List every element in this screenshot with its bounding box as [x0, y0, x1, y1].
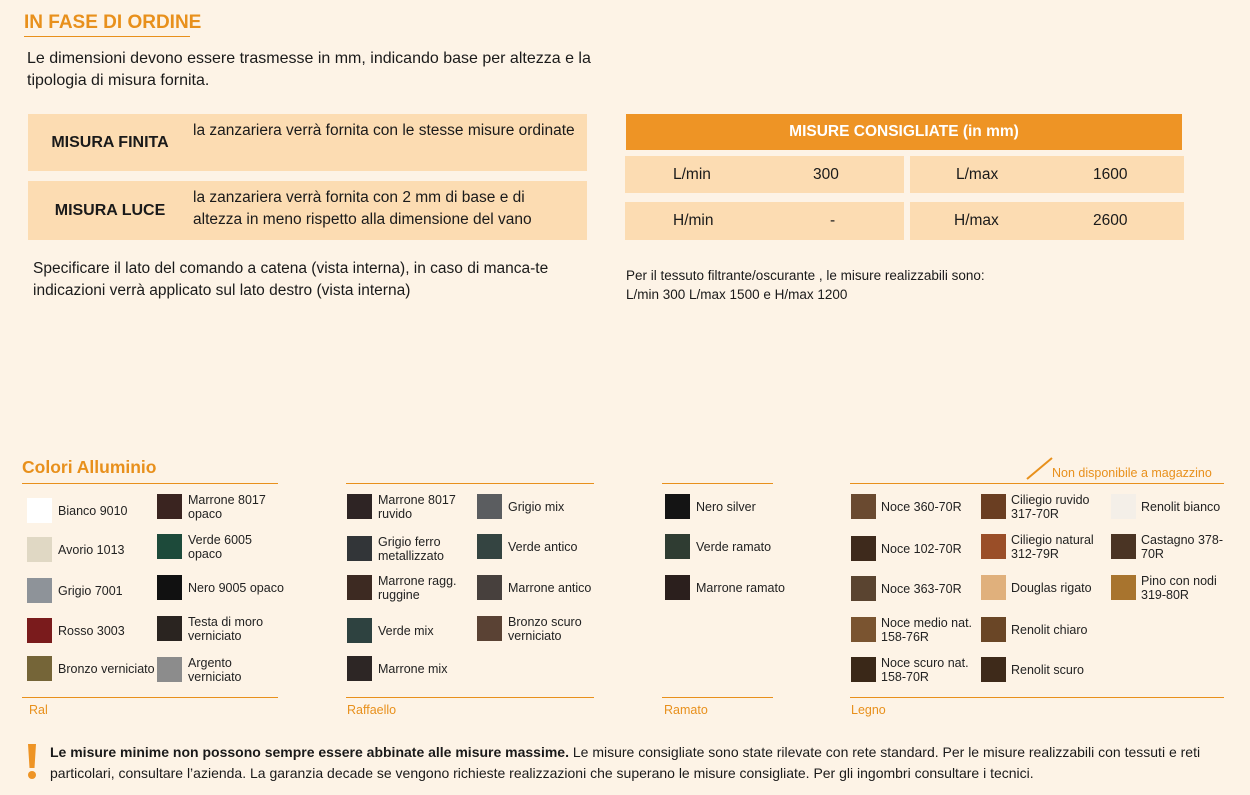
cell-value: 300	[813, 165, 839, 183]
cell-value: -	[830, 212, 836, 229]
swatch-renolit-bianco	[1111, 494, 1136, 519]
swatch-verde-mix	[347, 618, 372, 643]
swatch-verde-6005-opaco	[157, 534, 182, 559]
swatch-label: Bronzo scuro verniciato	[508, 614, 582, 643]
misura-finita-row	[28, 114, 587, 171]
tessuto-note-line1: Per il tessuto filtrante/oscurante , le misure realizzabili sono:	[626, 268, 985, 283]
chain-side-note: Specificare il lato del comando a catena (vista interna), in caso di manca-te indicazioni verrà applicato sul lato destro (vista interna)	[33, 260, 549, 299]
swatch-noce-363-70r	[851, 576, 876, 601]
swatch-renolit-scuro	[981, 657, 1006, 682]
swatch-castagno-378-70r	[1111, 534, 1136, 559]
swatch-label: Ciliegio ruvido 317-70R	[1011, 492, 1090, 521]
divider-ramato-bottom	[662, 697, 773, 698]
swatch-label: Bronzo verniciato	[58, 661, 155, 676]
misura-luce-row	[28, 181, 587, 240]
cell-lmin	[625, 156, 904, 193]
not-available-legend: Non disponibile a magazzino	[1052, 466, 1212, 480]
swatch-testa-di-moro-verniciato	[157, 616, 182, 641]
swatch-grigio-mix	[477, 494, 502, 519]
swatch-label: Ciliegio natural 312-79R	[1011, 532, 1094, 561]
swatch-label: Grigio 7001	[58, 583, 123, 598]
divider-raffaello-bottom	[346, 697, 594, 698]
swatch-label: Verde mix	[378, 623, 434, 638]
swatch-bronzo-scuro-verniciato	[477, 616, 502, 641]
tessuto-note	[626, 266, 1186, 304]
swatch-rosso-3003	[27, 618, 52, 643]
swatch-label: Noce 363-70R	[881, 581, 962, 596]
misure-consigliate-header: MISURE CONSIGLIATE (in mm)	[626, 114, 1182, 150]
exclamation-icon	[26, 742, 38, 780]
intro-text: Le dimensioni devono essere trasmesse in mm, indicando base per altezza e la tipologia di misura fornita.	[27, 50, 591, 89]
swatch-avorio-1013	[27, 537, 52, 562]
swatch-douglas-rigato	[981, 575, 1006, 600]
swatch-grigio-7001	[27, 578, 52, 603]
swatch-marrone-mix	[347, 656, 372, 681]
swatch-label: Testa di moro verniciato	[188, 614, 264, 643]
swatch-label: Marrone 8017 opaco	[188, 492, 266, 521]
swatch-grigio-ferro-metallizzato	[347, 536, 372, 561]
swatch-label: Noce medio nat. 158-76R	[881, 615, 973, 644]
warning-bold: Le misure minime non possono sempre essere abbinate alle misure massime.	[50, 744, 569, 760]
swatch-label: Verde 6005 opaco	[188, 532, 252, 561]
swatch-label: Renolit scuro	[1011, 662, 1084, 677]
swatch-marrone-8017-opaco	[157, 494, 182, 519]
divider-raffaello-top	[346, 483, 594, 484]
misura-luce-label: MISURA LUCE	[54, 201, 166, 219]
swatch-ciliegio-ruvido-317-70r	[981, 494, 1006, 519]
swatch-verde-ramato	[665, 534, 690, 559]
swatch-label: Nero 9005 opaco	[188, 580, 284, 595]
misura-finita-desc: la zanzariera verrà fornita con le stesse misure ordinate	[193, 122, 575, 139]
swatch-marrone-antico	[477, 575, 502, 600]
warning-body: Le misure consigliate sono state rilevate con rete standard. Per le misure realizzabili con tessuti e reti particolari, consultare l’azienda. La garanzia decade se vengono richieste realizzazioni che superano le misure consigliate. Per gli ingombri consultare i tecnici.	[50, 744, 1201, 781]
swatch-noce-102-70r	[851, 536, 876, 561]
swatch-label: Marrone 8017 ruvido	[378, 492, 456, 521]
title-underline	[24, 36, 190, 37]
cell-key: H/min	[673, 212, 714, 229]
swatch-marrone-ramato	[665, 575, 690, 600]
misura-luce-desc: la zanzariera verrà fornita con 2 mm di base e di altezza in meno rispetto alla dimensione del vano	[193, 189, 532, 228]
swatch-label: Renolit chiaro	[1011, 622, 1088, 637]
swatch-label: Grigio mix	[508, 499, 565, 514]
swatch-label: Rosso 3003	[58, 623, 125, 638]
divider-legno-top	[850, 483, 1224, 484]
swatch-label: Douglas rigato	[1011, 580, 1092, 595]
swatch-noce-scuro-nat-158-70r	[851, 657, 876, 682]
cell-key: H/max	[954, 212, 999, 229]
swatch-label: Grigio ferro metallizzato	[378, 534, 444, 563]
swatch-bianco-9010	[27, 498, 52, 523]
swatch-marrone-8017-ruvido	[347, 494, 372, 519]
swatch-label: Marrone antico	[508, 580, 592, 595]
group-label-ramato: Ramato	[664, 703, 708, 717]
swatch-noce-medio-nat-158-76r	[851, 617, 876, 642]
cell-hmax	[910, 202, 1184, 240]
swatch-label: Nero silver	[696, 499, 756, 514]
swatch-argento-verniciato	[157, 657, 182, 682]
cell-value: 2600	[1093, 212, 1128, 229]
swatch-pino-con-nodi-319-80r	[1111, 575, 1136, 600]
divider-ral-bottom	[22, 697, 278, 698]
swatch-nero-9005-opaco	[157, 575, 182, 600]
swatch-renolit-chiaro	[981, 617, 1006, 642]
divider-legno-bottom	[850, 697, 1224, 698]
swatch-nero-silver	[665, 494, 690, 519]
swatch-label: Verde antico	[508, 539, 578, 554]
swatch-label: Avorio 1013	[58, 542, 125, 557]
swatch-label: Verde ramato	[696, 539, 772, 554]
divider-ramato-top	[662, 483, 773, 484]
swatch-label: Noce scuro nat. 158-70R	[881, 655, 969, 684]
swatch-label: Bianco 9010	[58, 503, 128, 518]
swatch-noce-360-70r	[851, 494, 876, 519]
tessuto-note-line2: L/min 300 L/max 1500 e H/max 1200	[626, 287, 848, 302]
cell-hmin	[625, 202, 904, 240]
group-label-ral: Ral	[29, 703, 48, 717]
cell-value: 1600	[1093, 165, 1128, 183]
group-label-raffaello: Raffaello	[347, 703, 397, 717]
swatch-label: Noce 102-70R	[881, 541, 962, 556]
swatch-label: Pino con nodi 319-80R	[1141, 573, 1217, 602]
swatch-label: Marrone mix	[378, 661, 448, 676]
group-label-legno: Legno	[851, 703, 886, 717]
swatch-label: Castagno 378-70R	[1141, 532, 1224, 561]
cell-key: L/max	[956, 165, 999, 183]
cell-lmax	[910, 156, 1184, 193]
colori-title: Colori Alluminio	[22, 457, 157, 477]
misura-finita-label: MISURA FINITA	[51, 133, 169, 151]
swatch-label: Noce 360-70R	[881, 499, 962, 514]
swatch-bronzo-verniciato	[27, 656, 52, 681]
swatch-label: Argento verniciato	[188, 655, 242, 684]
swatch-ciliegio-natural-312-79r	[981, 534, 1006, 559]
section-title: IN FASE DI ORDINE	[24, 12, 202, 33]
swatch-label: Marrone ramato	[696, 580, 785, 595]
swatch-label: Marrone ragg. ruggine	[378, 573, 457, 602]
divider-ral-top	[22, 483, 278, 484]
swatch-marrone-ragg-ruggine	[347, 575, 372, 600]
swatch-label: Renolit bianco	[1141, 499, 1221, 514]
cell-key: L/min	[673, 165, 711, 183]
swatch-verde-antico	[477, 534, 502, 559]
warning-text	[50, 742, 1220, 784]
